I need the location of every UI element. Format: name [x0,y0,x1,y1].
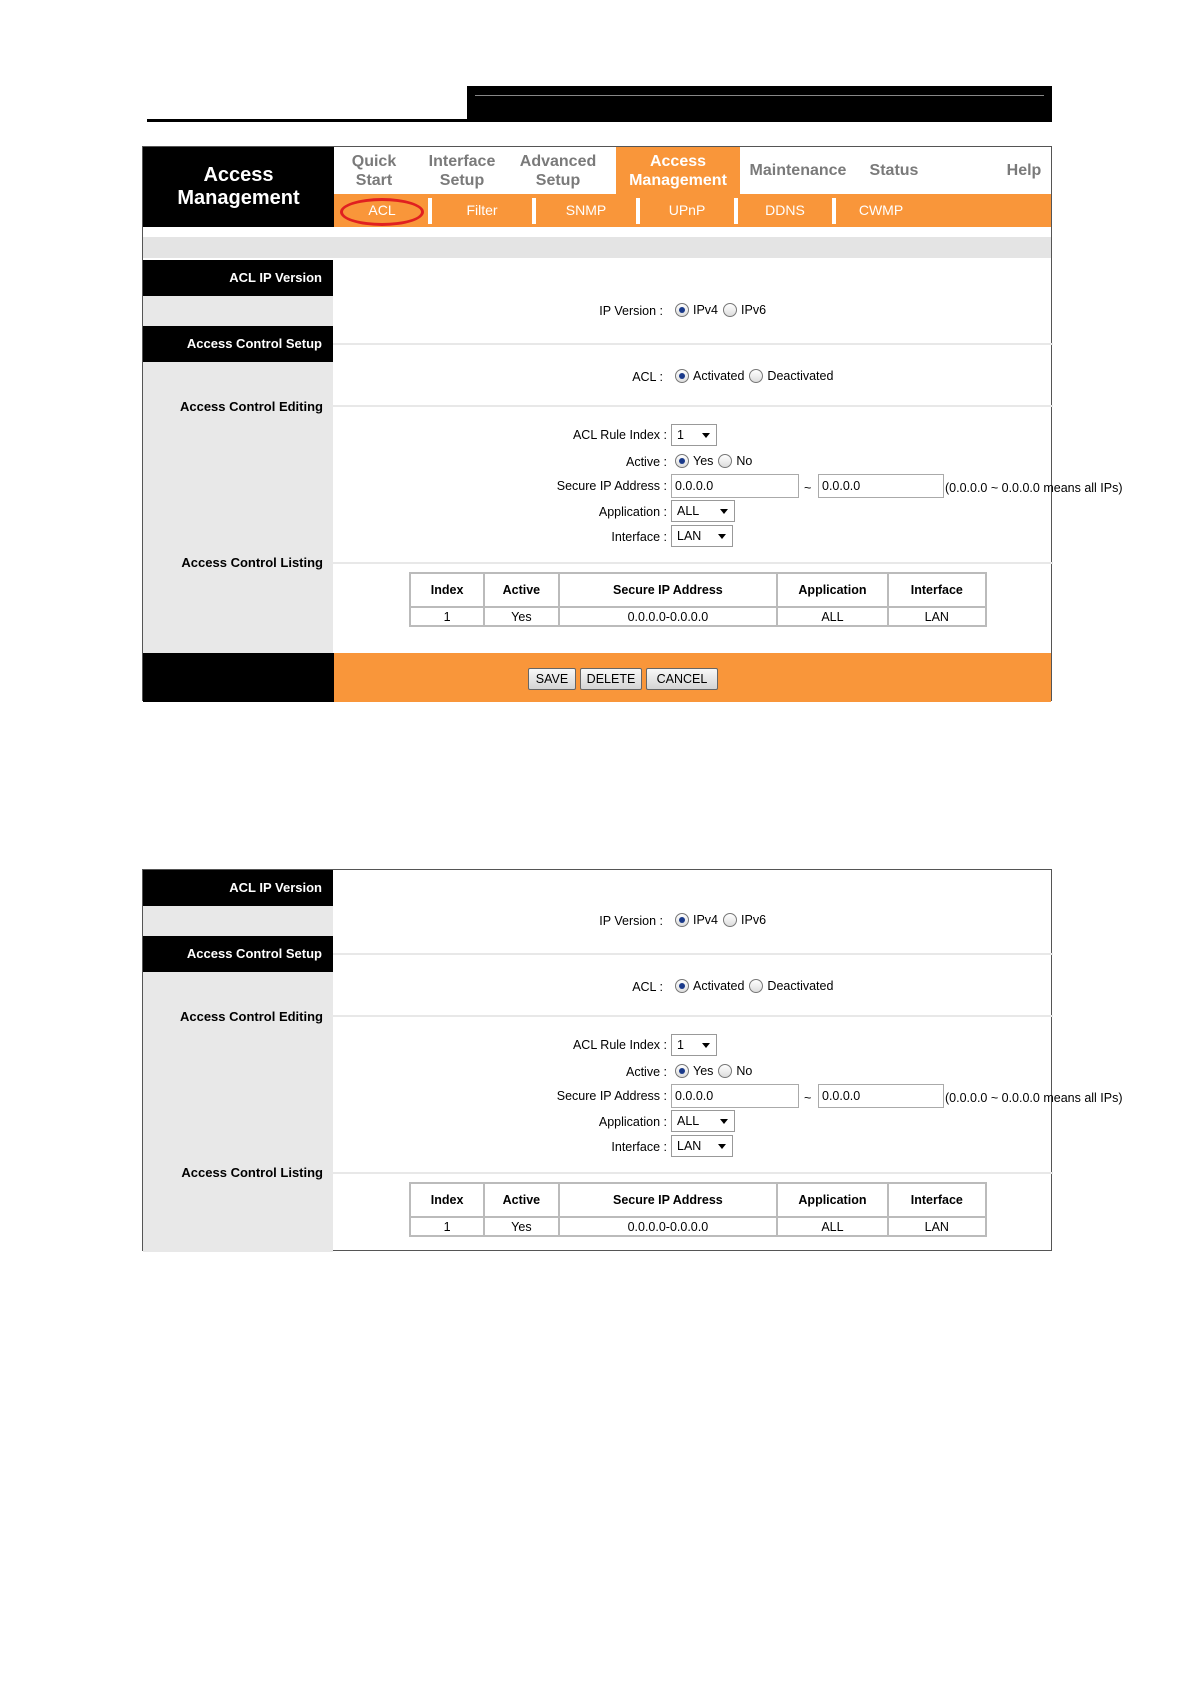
subtab-acl[interactable]: ACL [368,202,396,218]
ip-version-label: IP Version : [599,914,663,928]
section-access-control-editing: Access Control Editing [179,399,323,414]
application-label: Application : [598,1115,667,1129]
acl-deactivated-radio[interactable] [749,369,763,383]
nav-access-management[interactable]: Access Management [616,147,740,194]
chevron-down-icon [702,1043,710,1048]
ipv6-radio[interactable] [723,303,737,317]
subtab-upnp[interactable]: UPnP [668,202,706,218]
acl-label: ACL : [632,370,663,384]
save-button[interactable]: SAVE [528,668,576,690]
interface-label: Interface : [611,1140,667,1154]
secure-ip-start-input[interactable]: 0.0.0.0 [671,474,799,498]
section-acl-ip-version: ACL IP Version [143,870,333,906]
rule-index-label: ACL Rule Index : [572,1038,667,1052]
chevron-down-icon [702,433,710,438]
sub-nav [334,194,1051,227]
active-yes-radio[interactable] [675,454,689,468]
acl-table: Index Active Secure IP Address Application Interface 1 Yes 0.0.0.0-0.0.0.0 ALL LAN [409,1182,987,1237]
section-access-control-setup: Access Control Setup [143,326,333,362]
ip-version-label: IP Version : [599,304,663,318]
active-label: Active : [626,1065,667,1079]
acl-activated-radio[interactable] [675,979,689,993]
nav-interface-setup[interactable]: Interface Setup [428,152,496,189]
rule-index-select[interactable]: 1 [671,1034,717,1056]
active-yes-radio[interactable] [675,1064,689,1078]
table-row[interactable]: 1 Yes 0.0.0.0-0.0.0.0 ALL LAN [410,1217,986,1236]
section-access-control-setup: Access Control Setup [143,936,333,972]
main-nav [334,147,1051,194]
subtab-ddns[interactable]: DDNS [765,202,805,218]
secure-ip-end-input[interactable]: 0.0.0.0 [818,474,944,498]
button-bar [143,653,1051,702]
nav-status[interactable]: Status [869,162,919,179]
interface-label: Interface : [611,530,667,544]
rule-index-label: ACL Rule Index : [572,428,667,442]
ipv6-radio[interactable] [723,913,737,927]
acl-label: ACL : [632,980,663,994]
header-bar [467,86,1052,122]
application-select[interactable]: ALL [671,500,735,522]
section-access-control-listing: Access Control Listing [181,1165,323,1180]
section-access-control-editing: Access Control Editing [179,1009,323,1024]
ipv4-radio[interactable] [675,913,689,927]
active-no-radio[interactable] [718,1064,732,1078]
interface-select[interactable]: LAN [671,525,733,547]
section-acl-ip-version: ACL IP Version [143,260,333,296]
active-label: Active : [626,455,667,469]
chevron-down-icon [718,534,726,539]
acl-table: Index Active Secure IP Address Application Interface 1 Yes 0.0.0.0-0.0.0.0 ALL LAN [409,572,987,627]
acl-activated-radio[interactable] [675,369,689,383]
application-label: Application : [598,505,667,519]
secure-ip-start-input[interactable]: 0.0.0.0 [671,1084,799,1108]
router-screenshot-full: Access Management Quick Start Interface Setup Advanced Setup Access Management Maintenance Status Help ACL Filter SNMP UPnP DDNS CWMP ACL IP Version Access Control Setup Access Control Editing Access Control Listing IP Version : IPv4 IPv6 ACL : Activated Deactivated ACL Rule Index : 1 Active : Yes No Secure IP Address : 0.0.0.0 ~ 0.0.0.0 (0.0.0.0 ~ 0.0.0.0 means all IPs) Application : ALL Interface : LAN Index Active Secure IP Address Application Interface 1 Yes 0.0.0.0-0.0.0.0 ALL LAN SAVE DELETE CANCEL [142,146,1052,701]
table-row[interactable]: 1 Yes 0.0.0.0-0.0.0.0 ALL LAN [410,607,986,626]
nav-quick-start[interactable]: Quick Start [351,152,397,189]
chevron-down-icon [718,1144,726,1149]
chevron-down-icon [720,1119,728,1124]
nav-help[interactable]: Help [1006,162,1042,179]
delete-button[interactable]: DELETE [580,668,642,690]
acl-deactivated-radio[interactable] [749,979,763,993]
rule-index-select[interactable]: 1 [671,424,717,446]
chevron-down-icon [720,509,728,514]
nav-maintenance[interactable]: Maintenance [749,162,847,179]
nav-advanced-setup[interactable]: Advanced Setup [519,152,597,189]
ip-hint: (0.0.0.0 ~ 0.0.0.0 means all IPs) [945,1091,1123,1105]
secure-ip-label: Secure IP Address : [556,479,667,493]
subtab-filter[interactable]: Filter [466,202,498,218]
router-screenshot-cropped: ACL IP Version Access Control Setup Access Control Editing Access Control Listing IP Version : IPv4 IPv6 ACL : Activated Deactivated ACL Rule Index : 1 Active : Yes No Secure IP Address : 0.0.0.0 ~ 0.0.0.0 (0.0.0.0 ~ 0.0.0.0 means all IPs) Application : ALL Interface : LAN Index Active Secure IP Address Application Interface 1 Yes 0.0.0.0-0.0.0.0 ALL LAN [142,869,1052,1251]
section-access-control-listing: Access Control Listing [181,555,323,570]
grey-strip [143,237,1051,258]
secure-ip-end-input[interactable]: 0.0.0.0 [818,1084,944,1108]
secure-ip-label: Secure IP Address : [556,1089,667,1103]
ipv4-radio[interactable] [675,303,689,317]
interface-select[interactable]: LAN [671,1135,733,1157]
subtab-snmp[interactable]: SNMP [565,202,607,218]
subtab-cwmp[interactable]: CWMP [858,202,904,218]
cancel-button[interactable]: CANCEL [646,668,718,690]
active-no-radio[interactable] [718,454,732,468]
header-rule [147,119,467,122]
ip-hint: (0.0.0.0 ~ 0.0.0.0 means all IPs) [945,481,1123,495]
page-title: Access Management [143,147,334,227]
application-select[interactable]: ALL [671,1110,735,1132]
